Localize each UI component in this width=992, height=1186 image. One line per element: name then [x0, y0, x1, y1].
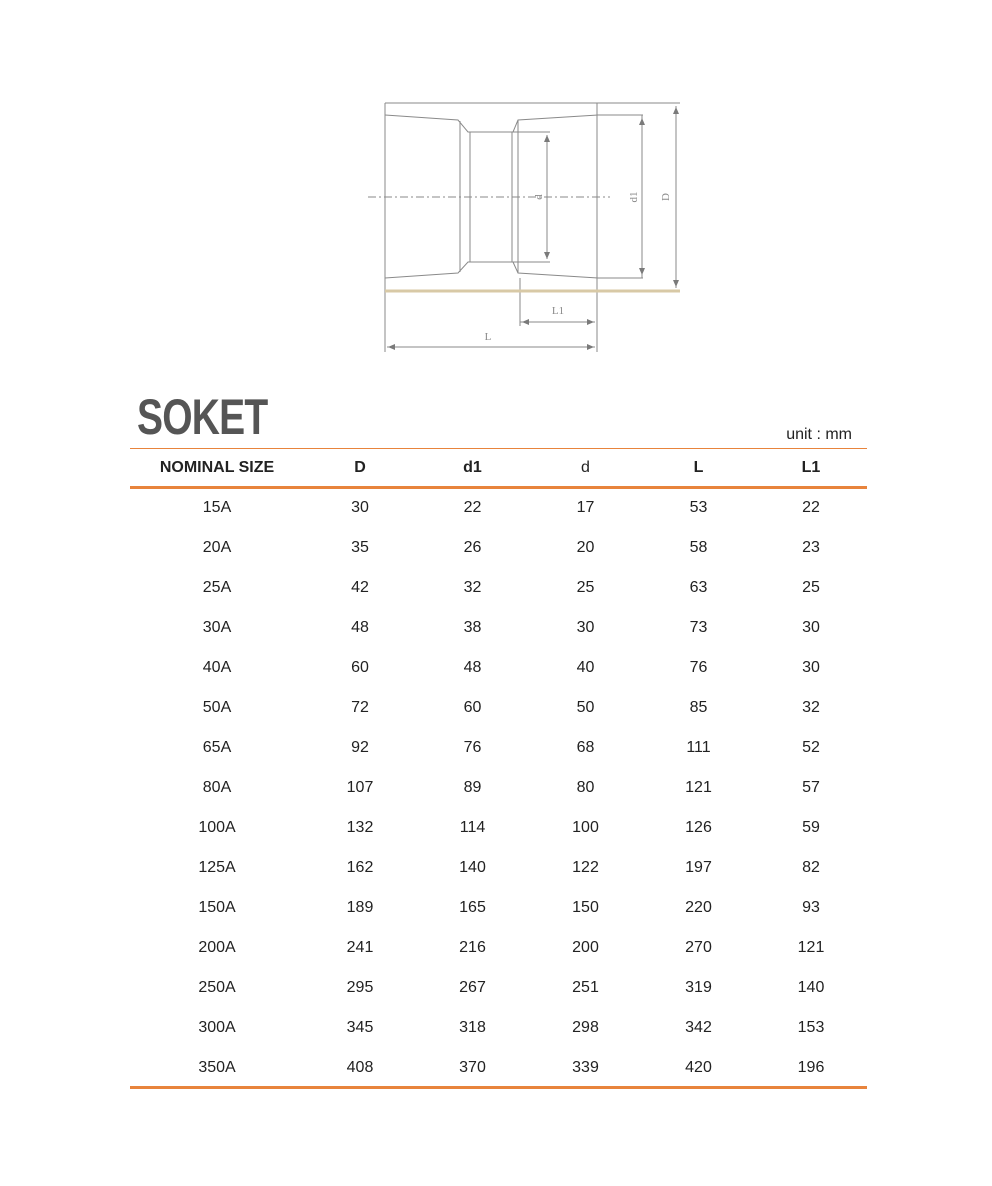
cell-l: 197 [685, 859, 712, 876]
table-row [130, 608, 867, 648]
cell-d1: 89 [463, 779, 482, 796]
cell-d-outer: 408 [346, 1059, 374, 1076]
cell-d1: 370 [459, 1059, 486, 1076]
cell-l: 63 [689, 579, 708, 596]
cell-d: 40 [576, 659, 595, 676]
cell-nominal-size: 30A [202, 619, 232, 636]
cell-l1: 121 [797, 939, 825, 956]
cell-l: 73 [689, 619, 708, 636]
cell-d: 50 [576, 699, 595, 716]
label-d: d [533, 194, 545, 200]
cell-l: 111 [686, 739, 711, 756]
table-row [130, 808, 867, 848]
cell-d: 150 [572, 899, 599, 916]
cell-d1: 26 [463, 539, 482, 556]
table-row [130, 728, 867, 768]
header-d1: d1 [463, 458, 482, 476]
cell-d-outer: 35 [351, 539, 369, 556]
cell-l1: 196 [797, 1059, 825, 1076]
table-row [130, 1008, 867, 1048]
cell-d1: 48 [463, 659, 482, 676]
arrow-icon [639, 268, 645, 275]
cell-d1: 267 [459, 979, 486, 996]
dimension-table [130, 449, 867, 1088]
product-title: SOKET [137, 389, 268, 445]
cell-d1: 38 [463, 619, 482, 636]
cell-d-outer: 162 [346, 859, 374, 876]
table-row [130, 1048, 867, 1088]
cell-l: 76 [689, 659, 708, 676]
cell-l: 53 [689, 499, 708, 516]
cell-d-outer: 30 [351, 499, 369, 516]
label-l: L [484, 331, 492, 343]
table-row [130, 648, 867, 688]
cell-l1: 25 [802, 579, 820, 596]
table-header-row [130, 449, 867, 486]
header-l: L [693, 458, 704, 476]
table-row [130, 486, 867, 528]
cell-l1: 30 [802, 619, 820, 636]
cell-nominal-size: 300A [198, 1019, 236, 1036]
table-row [130, 688, 867, 728]
cell-d-outer: 48 [351, 619, 369, 636]
table-row [130, 888, 867, 928]
table-row [130, 968, 867, 1008]
arrow-icon [544, 252, 550, 259]
cell-d: 339 [572, 1059, 599, 1076]
cell-l: 319 [685, 979, 712, 996]
table-row [130, 848, 867, 888]
cell-l1: 32 [802, 699, 820, 716]
cell-l1: 22 [802, 499, 820, 516]
label-big-d: D [660, 193, 672, 201]
cell-d-outer: 72 [351, 699, 369, 716]
header-nominal-size: NOMINAL SIZE [159, 458, 275, 476]
arrow-icon [639, 118, 645, 125]
cell-nominal-size: 20A [202, 539, 232, 556]
cell-l: 58 [689, 539, 708, 556]
cell-l1: 153 [797, 1019, 825, 1036]
cell-d: 20 [576, 539, 595, 556]
label-l1: L1 [551, 305, 565, 317]
unit-label: unit : mm [786, 426, 852, 443]
cell-l: 126 [685, 819, 712, 836]
cell-nominal-size: 65A [202, 739, 232, 756]
cell-d: 122 [572, 859, 599, 876]
lower-left-profile [385, 262, 513, 278]
cell-nominal-size: 50A [202, 699, 232, 716]
cell-l1: 140 [797, 979, 825, 996]
cell-d: 68 [576, 739, 595, 756]
cell-nominal-size: 150A [198, 899, 236, 916]
cell-d-outer: 60 [351, 659, 369, 676]
cell-l1: 52 [802, 739, 820, 756]
cell-d: 80 [576, 779, 595, 796]
cell-l: 121 [685, 779, 712, 796]
cell-d1: 114 [459, 819, 486, 836]
upper-right-profile [513, 115, 643, 132]
table-row [130, 768, 867, 808]
header-l1: L1 [801, 458, 821, 476]
header-d: d [581, 458, 590, 476]
upper-left-profile [385, 115, 513, 132]
cell-d1: 165 [459, 899, 486, 916]
cell-nominal-size: 80A [202, 779, 232, 796]
header-d-outer: D [354, 458, 366, 476]
cell-d1: 318 [459, 1019, 486, 1036]
cell-d1: 76 [463, 739, 482, 756]
cell-l: 342 [685, 1019, 712, 1036]
arrow-icon [587, 344, 594, 350]
cell-d: 298 [572, 1019, 599, 1036]
cell-nominal-size: 350A [198, 1059, 236, 1076]
cell-d: 17 [576, 499, 595, 516]
arrow-icon [522, 319, 529, 325]
cell-nominal-size: 40A [202, 659, 232, 676]
cell-l: 420 [685, 1059, 712, 1076]
cell-d-outer: 132 [346, 819, 374, 836]
cell-d1: 216 [459, 939, 486, 956]
cell-d1: 22 [463, 499, 482, 516]
arrow-icon [544, 135, 550, 142]
arrow-icon [673, 280, 679, 287]
cell-d-outer: 107 [346, 779, 374, 796]
cell-l1: 93 [802, 899, 820, 916]
cell-d-outer: 92 [351, 739, 369, 756]
cell-d-outer: 241 [346, 939, 374, 956]
lower-right-profile [513, 262, 643, 278]
cell-d-outer: 295 [346, 979, 374, 996]
cell-d: 30 [576, 619, 595, 636]
arrow-icon [587, 319, 594, 325]
arrow-icon [673, 107, 679, 114]
cell-nominal-size: 200A [198, 939, 236, 956]
cell-d1: 140 [459, 859, 486, 876]
table-row [130, 928, 867, 968]
cell-d: 200 [572, 939, 599, 956]
cell-l1: 82 [802, 859, 820, 876]
cell-d1: 32 [463, 579, 482, 596]
cell-d-outer: 42 [351, 579, 369, 596]
cell-nominal-size: 250A [198, 979, 236, 996]
socket-technical-drawing [340, 90, 690, 360]
arrow-icon [388, 344, 395, 350]
cell-l: 270 [685, 939, 712, 956]
cell-nominal-size: 100A [198, 819, 236, 836]
cell-d-outer: 189 [346, 899, 374, 916]
cell-nominal-size: 15A [202, 499, 232, 516]
cell-d: 100 [572, 819, 599, 836]
cell-l1: 23 [802, 539, 820, 556]
cell-d1: 60 [463, 699, 482, 716]
table-row [130, 568, 867, 608]
cell-l: 220 [685, 899, 712, 916]
cell-l1: 30 [802, 659, 820, 676]
cell-l: 85 [689, 699, 708, 716]
cell-l1: 59 [802, 819, 820, 836]
label-d1: d1 [628, 191, 640, 203]
table-row [130, 528, 867, 568]
cell-d: 251 [572, 979, 599, 996]
cell-d-outer: 345 [346, 1019, 374, 1036]
cell-nominal-size: 25A [202, 579, 232, 596]
cell-nominal-size: 125A [198, 859, 236, 876]
socket-drawing-svg [340, 90, 690, 360]
cell-d: 25 [576, 579, 595, 596]
cell-l1: 57 [802, 779, 820, 796]
